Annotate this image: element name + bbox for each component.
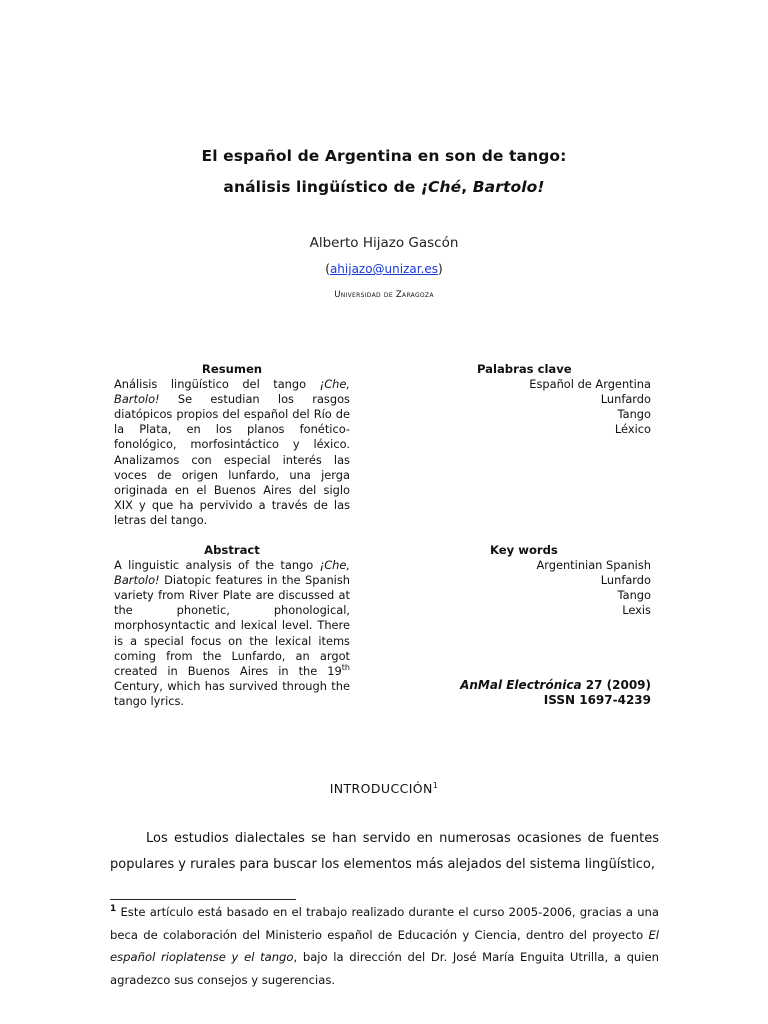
key-word-item: Argentinian Spanish — [536, 558, 651, 573]
footnote-ref-mark: 1 — [432, 780, 439, 790]
title-bartolo: Bartolo! — [472, 178, 545, 196]
journal-info — [420, 678, 651, 708]
key-word-item: Tango — [617, 588, 651, 603]
key-words-heading: Key words — [490, 543, 558, 557]
resumen-heading: Resumen — [201, 362, 263, 376]
abstract-sup: th — [341, 662, 350, 672]
journal-volume-line — [420, 678, 651, 693]
palabra-clave-item: Español de Argentina — [529, 377, 651, 392]
palabras-clave-section — [420, 362, 651, 437]
author-email-line: (ahijazo@unizar.es) — [325, 262, 443, 276]
title-che: ¡Ché — [420, 178, 462, 196]
abstract-text-b: Diatopic features in the Spanish variety from River Plate are discussed at the phonetic, phonological, morphosyntactic and lexical level. There is a special focus on the lexical items coming from the Lunfardo, an argot created in Buenos Aires in the 19 — [114, 573, 350, 678]
footnote-mark: 1 — [110, 904, 117, 915]
paper-title-line-2 — [0, 178, 768, 196]
abstract-italic: ¡Che, Bartolo! — [114, 558, 350, 588]
key-words-list — [420, 558, 651, 618]
key-word-item: Lunfardo — [600, 573, 651, 588]
abstract-section — [114, 543, 350, 709]
abstract-text — [114, 558, 350, 709]
footnote — [110, 901, 659, 991]
palabra-clave-item: Léxico — [614, 422, 651, 437]
body-paragraph: Los estudios dialectales se han servido en numerosas ocasiones de fuentes populares y rurales para buscar los elementos más alejados del sistema lingüístico, — [110, 831, 659, 872]
key-words-section — [420, 543, 651, 618]
journal-volume: 27 (2009) — [581, 678, 651, 692]
footnote-italic: El español rioplatense y el tango — [110, 927, 659, 964]
palabra-clave-item: Lunfardo — [600, 392, 651, 407]
introduction-heading — [0, 781, 768, 796]
paper-title-line-1: El español de Argentina en son de tango: — [201, 147, 567, 165]
palabras-clave-heading: Palabras clave — [477, 362, 572, 376]
palabras-clave-list — [420, 377, 651, 437]
author-affiliation: Universidad de Zaragoza — [334, 290, 434, 300]
journal-name: AnMal Electrónica — [460, 678, 582, 692]
abstract-text-a: A linguistic analysis of the tango — [114, 558, 320, 573]
resumen-text — [114, 377, 350, 528]
footnote-text-a: Este artículo está basado en el trabajo realizado durante el curso 2005-2006, gracias a una beca de colaboración del Ministerio español de Educación y Ciencia, dentro del proyecto — [110, 905, 659, 942]
resumen-section — [114, 362, 350, 528]
resumen-text-b: Se estudian los rasgos diatópicos propios del español del Río de la Plata, en los planos fonético-fonológico, morfosintáctico y léxico. Analizamos con especial interés las voces de origen lunfardo, una jerga originada en el Buenos Aires del siglo XIX y que ha pervivido a través de las letras del tango. — [114, 392, 350, 527]
resumen-italic: ¡Che, Bartolo! — [114, 377, 350, 407]
resumen-text-a: Análisis lingüístico del tango — [114, 377, 320, 392]
title-comma: , — [461, 178, 473, 196]
palabra-clave-item: Tango — [617, 407, 651, 422]
intro-heading-text: INTRODUCCIÓN — [329, 781, 433, 796]
author-name: Alberto Hijazo Gascón — [309, 235, 459, 251]
footnote-separator — [110, 899, 296, 900]
title-prefix: análisis lingüístico de — [223, 178, 421, 196]
author-email-link[interactable]: ahijazo@unizar.es — [329, 262, 439, 276]
journal-issn: ISSN 1697-4239 — [543, 693, 651, 707]
abstract-text-c: Century, which has survived through the tango lyrics. — [114, 678, 350, 708]
footnote-text-b: , bajo la dirección del Dr. José María Enguita Utrilla, a quien agradezco sus consejos y sugerencias. — [110, 950, 659, 987]
abstract-heading: Abstract — [204, 543, 260, 557]
key-word-item: Lexis — [622, 603, 651, 618]
